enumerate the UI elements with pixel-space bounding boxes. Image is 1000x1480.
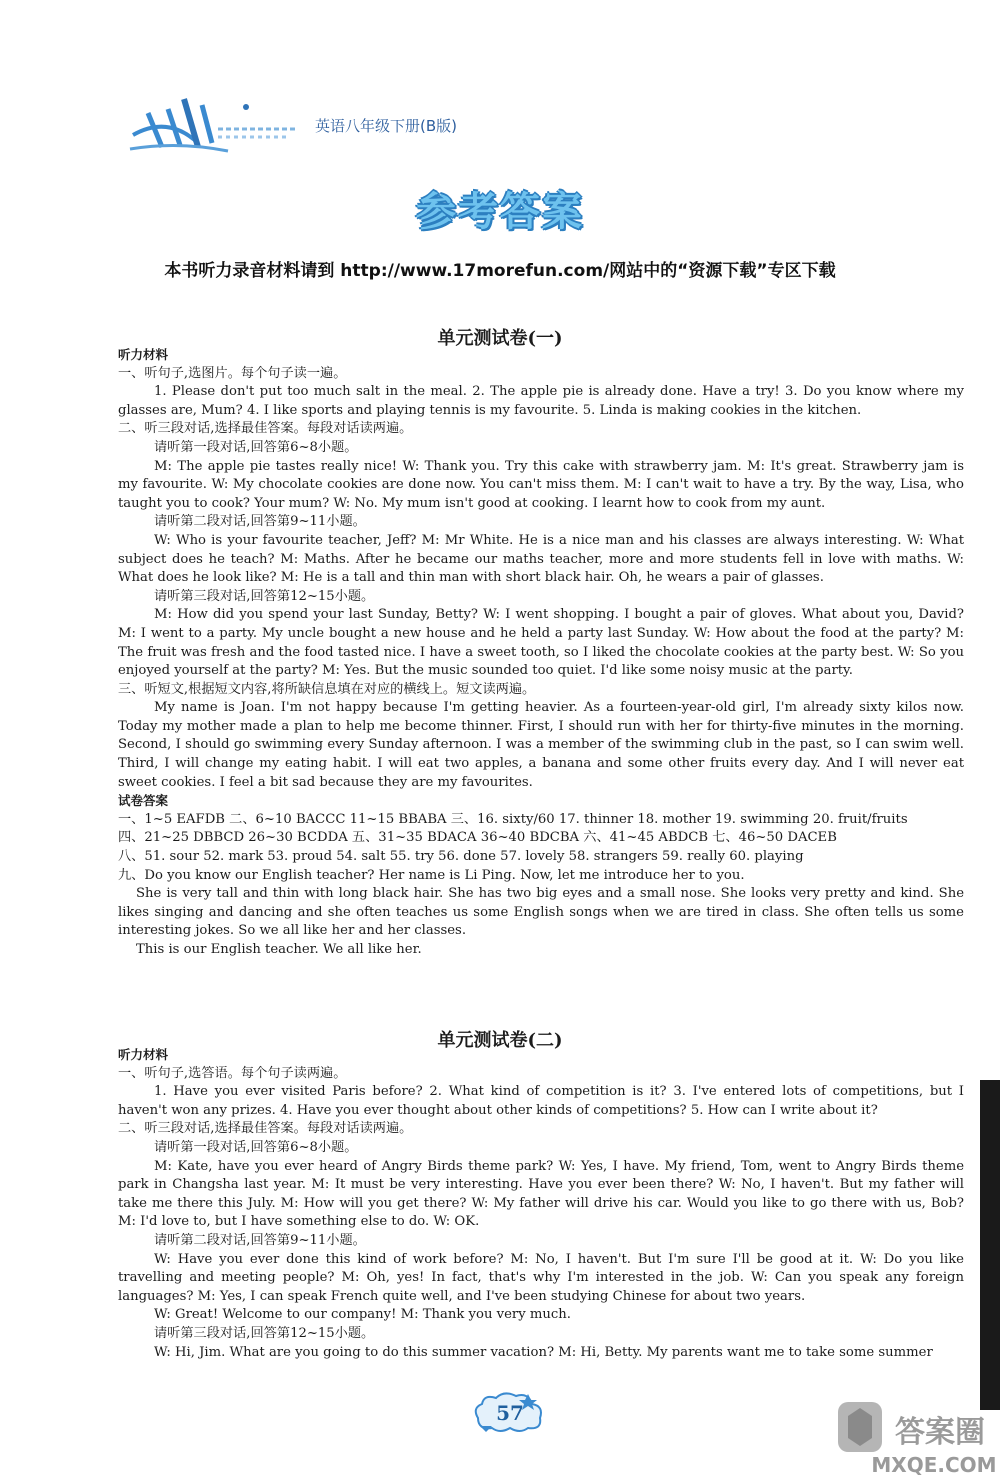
side-tab (980, 1080, 1000, 1410)
part-instruction: 一、听句子,选答语。每个句子读两遍。 (118, 1065, 347, 1081)
page-number: 57 (496, 1401, 524, 1425)
dialog-instruction: 请听第二段对话,回答第9~11小题。 (154, 1232, 366, 1248)
dialog-text: M: How did you spend your last Sunday, Betty? W: I went shopping. I bought a pair of gloves. What about you, David? M: I went to a party. My uncle bought a new house and he held a party last Sunday. W: How about the food at the party? M: The fruit was fresh and the food tasted nice. I have a sweet tooth, so I liked the chocolate cookies at the party best. W: So you enjoyed yourself at the party? M: Yes. But the music sounded too quiet. I'd like some noisy music at the party. (118, 607, 964, 679)
unit1-title: 单元测试卷(一) (437, 328, 563, 349)
site-watermark (838, 1398, 998, 1480)
answers-line: 八、51. sour 52. mark 53. proud 54. salt 55. try 56. done 57. lovely 58. strangers 59. really 60. playing (118, 849, 804, 865)
dialog-text: W: Great! Welcome to our company! M: Thank you very much. (154, 1307, 571, 1323)
page-number-badge (470, 1388, 550, 1434)
listening-text: 1. Have you ever visited Paris before? 2. What kind of competition is it? 3. I've entered lots of competitions, but I haven't won any prizes. 4. Have you ever thought about other kinds of competitions? 5. How can I write about it? (118, 1084, 964, 1118)
watermark-text: 答案圈 (895, 1415, 985, 1450)
dialog-instruction: 请听第三段对话,回答第12~15小题。 (154, 588, 375, 604)
composition-text: She is very tall and thin with long black hair. She has two big eyes and a small nose. She looks very pretty and kind. She likes singing and dancing and she often teaches us some English songs when we are tired in class. She often tells us some interesting jokes. So we all like her and her classes. (118, 886, 964, 939)
dialog-text: W: Have you ever done this kind of work before? M: No, I haven't. But I'm sure I'll be good at it. W: Do you like travelling and meeting people? M: Oh, yes! In fact, that's why I'm interested in the job. W: Can you speak any foreign languages? M: Yes, I can speak French quite well, and I've been studying Chinese for about two years. (118, 1251, 964, 1304)
part-instruction: 二、听三段对话,选择最佳答案。每段对话读两遍。 (118, 1121, 413, 1137)
answers-heading: 试卷答案 (118, 793, 169, 809)
part-instruction: 三、听短文,根据短文内容,将所缺信息填在对应的横线上。短文读两遍。 (118, 681, 536, 697)
dialog-instruction: 请听第一段对话,回答第6~8小题。 (154, 439, 358, 455)
unit1-content (118, 346, 964, 960)
listening-heading: 听力材料 (118, 347, 169, 362)
dialog-text: M: Kate, have you ever heard of Angry Birds theme park? W: Yes, I have. My friend, Tom, went to Angry Birds theme park in Changsha last year. M: It must be very interesting. Have you ever been there? W: No, I haven't. But my father will take me there this July. M: How will you get there? W: My father will drive his car. Would you like to go there with us, Bob? M: I'd love to, but I have something else to do. W: OK. (118, 1158, 964, 1230)
part-instruction: 一、听句子,选图片。每个句子读一遍。 (118, 365, 347, 381)
dialog-instruction: 请听第三段对话,回答第12~15小题。 (154, 1325, 375, 1341)
answers-line: 四、21~25 DBBCD 26~30 BCDDA 五、31~35 BDACA 36~40 BDCBA 六、41~45 ABDCB 七、46~50 DACEB (118, 830, 837, 846)
listening-heading: 听力材料 (118, 1047, 169, 1062)
dialog-instruction: 请听第二段对话,回答第9~11小题。 (154, 514, 366, 530)
unit2-content (118, 1046, 964, 1362)
passage-text: My name is Joan. I'm not happy because I'm getting heavier. As a fourteen-year-old girl, I'm already sixty kilos now. Today my mother made a plan to help me become thinner. First, I should run with her for thirty-five minutes in the morning. Second, I should go swimming every Sunday afternoon. I was a member of the swimming club in the past, so I can swim well. Third, I will change my eating habit. I will eat two apples, a banana and some other fruits every day. And I will never eat sweet cookies. I feel a bit sad because they are my favourites. (118, 700, 964, 790)
answers-line: 一、1~5 EAFDB 二、6~10 BACCC 11~15 BBABA 三、16. sixty/60 17. thinner 18. mother 19. swimming 20. fruit/fruits (118, 811, 908, 827)
answers-line: 九、Do you know our English teacher? Her name is Li Ping. Now, let me introduce her to you. (118, 867, 745, 883)
watermark-url: MXQE.COM (871, 1453, 997, 1477)
listening-text: 1. Please don't put too much salt in the meal. 2. The apple pie is already done. Have a try! 3. Do you know where my glasses are, Mum? 4. I like sports and playing tennis is my favourite. 5. Linda is making cookies in the kitchen. (118, 384, 964, 418)
answers-title: 参考答案 (416, 189, 584, 235)
download-note: 本书听力录音材料请到 http://www.17morefun.com/网站中的“资源下载”专区下载 (164, 261, 836, 281)
dialog-instruction: 请听第一段对话,回答第6~8小题。 (154, 1139, 358, 1155)
dialog-text: W: Who is your favourite teacher, Jeff? M: Mr White. He is a nice man and his classes are always interesting. W: What subject does he teach? M: Maths. After he became our maths teacher, more and more students fell in love with maths. W: What does he look like? M: He is a tall and thin man with short black hair. Oh, he wears a pair of glasses. (118, 532, 964, 586)
unit2-title: 单元测试卷(二) (437, 1030, 563, 1051)
dialog-text: W: Hi, Jim. What are you going to do this summer vacation? M: Hi, Betty. My parents want me to take some summer (154, 1344, 933, 1360)
book-logo-icon (128, 95, 308, 157)
composition-text: This is our English teacher. We all like her. (136, 942, 422, 957)
part-instruction: 二、听三段对话,选择最佳答案。每段对话读两遍。 (118, 421, 413, 437)
dialog-text: M: The apple pie tastes really nice! W: Thank you. Try this cake with strawberry jam. M: It's great. Strawberry jam is my favourite. W: My chocolate cookies are done now. You can't miss them. M: I can't wait to have a try. By the way, Lisa, who taught you to cook? Your mum? W: No. My mum isn't good at cooking. I learnt how to cook from my aunt. (118, 458, 964, 511)
book-subtitle: 英语八年级下册(B版) (315, 117, 457, 135)
